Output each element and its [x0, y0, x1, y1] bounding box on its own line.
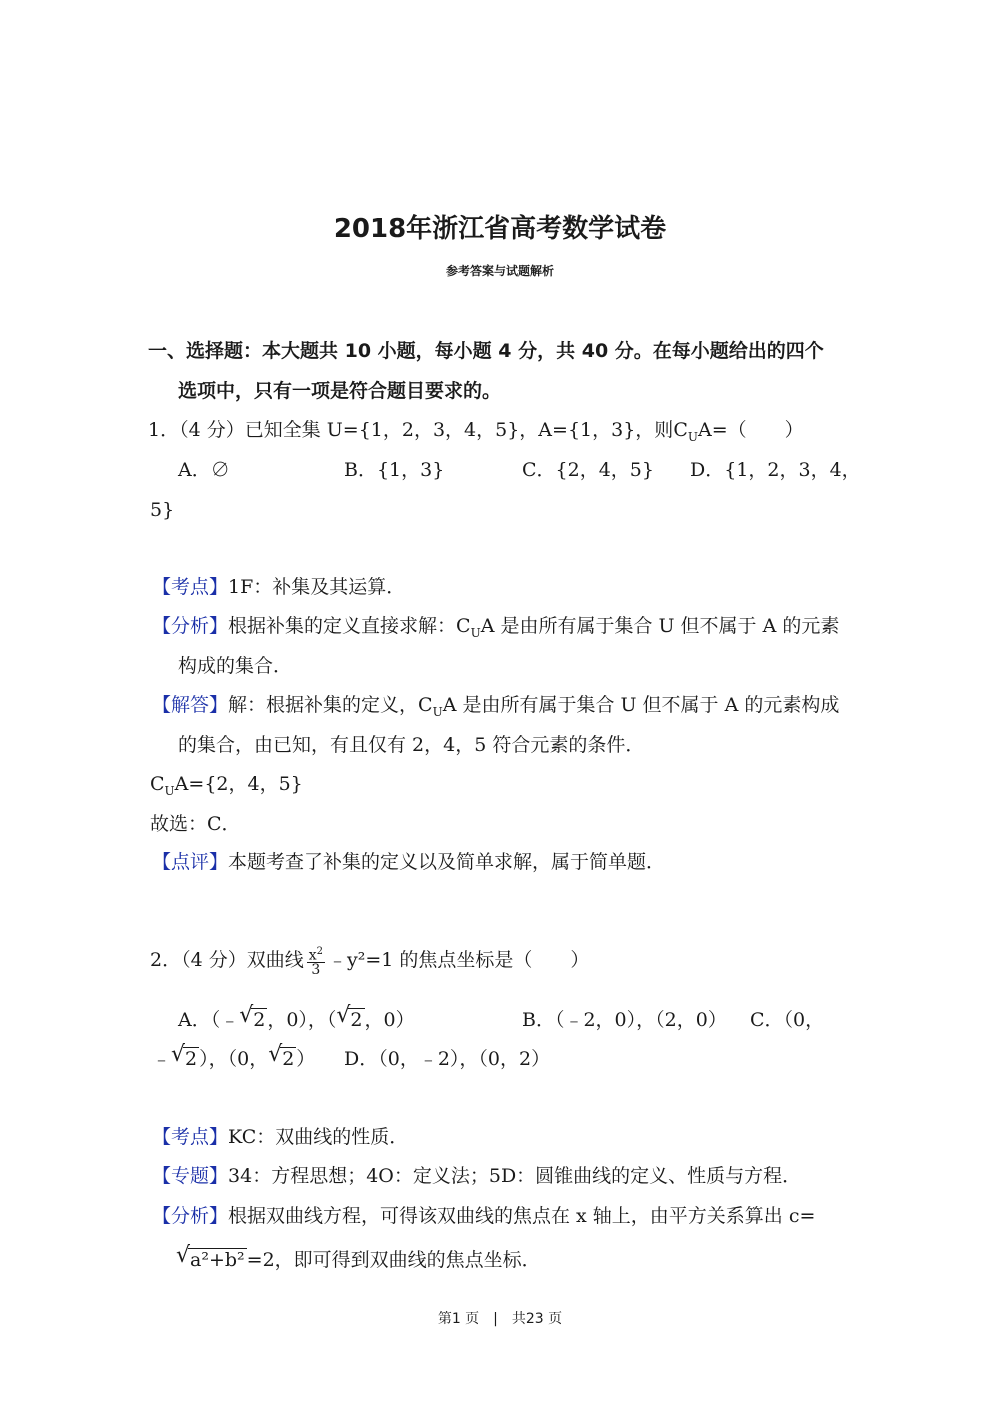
jieda-tail: A 是由所有属于集合 U 但不属于 A 的元素构成 [442, 694, 840, 716]
q1-jieda-cont: 的集合，由已知，有且仅有 2，4，5 符合元素的条件． [178, 734, 645, 756]
fenxi-tag: 【分析】 [152, 615, 229, 637]
q2-opt-c-minus: ﹣ [152, 1048, 172, 1070]
sqrt-expression: a²+b² [190, 1249, 245, 1271]
jieda-tag: 【解答】 [152, 694, 229, 716]
result-c: C [150, 773, 165, 795]
sqrt-symbol: √ 2 [268, 1042, 295, 1070]
sqrt-value: 2 [185, 1048, 198, 1070]
jieda-c: C [418, 694, 433, 716]
sqrt-value: 2 [253, 1009, 266, 1031]
q2-fenxi [152, 1202, 815, 1230]
zhuanti-tag: 【专题】 [152, 1165, 229, 1187]
q2-option-c: C．（0， [750, 1009, 825, 1031]
q1-option-a: A．∅ [178, 459, 230, 481]
q2-zhuanti [152, 1162, 801, 1190]
kaodian-text: 1F：补集及其运算． [228, 576, 406, 598]
fenxi-text: 根据双曲线方程，可得该双曲线的焦点在 x 轴上，由平方关系算出 c= [228, 1205, 816, 1227]
section-heading: 一、选择题：本大题共 10 小题，每小题 4 分，共 40 分。在每小题给出的四个 [148, 340, 824, 362]
q1-dianping [152, 848, 665, 876]
frac-den: 3 [311, 962, 321, 979]
q2-opt-a-2: ，0），（ [267, 1009, 337, 1031]
q2-kaodian [152, 1123, 408, 1151]
q1-stem-text: 1．（4 分）已知全集 U={1，2，3，4，5}，A={1，3}，则 [148, 419, 674, 441]
page-footer: 第1 页 | 共23 页 [437, 1311, 563, 1327]
frac-num: x [308, 947, 317, 964]
fenxi-c: C [456, 615, 471, 637]
q2-option-b: B．（﹣2，0），（2，0） [522, 1009, 727, 1031]
q2-opt-c-mid: ），（0， [199, 1048, 269, 1070]
sqrt-symbol: √ a²+b² [176, 1243, 245, 1271]
fenxi-tail: A 是由所有属于集合 U 但不属于 A 的元素 [480, 615, 840, 637]
result-u: U [164, 783, 175, 798]
dianping-tag: 【点评】 [152, 851, 229, 873]
q1-stem [148, 416, 804, 451]
q1-stem-u: U [687, 429, 698, 444]
zhuanti-text: 34：方程思想；4O：定义法；5D：圆锥曲线的定义、性质与方程． [228, 1165, 802, 1187]
page-subtitle: 参考答案与试题解析 [445, 264, 554, 278]
q2-fenxi-cont [176, 1243, 541, 1274]
sqrt-symbol: √ 2 [171, 1042, 198, 1070]
sqrt-symbol: √ 2 [239, 1003, 266, 1031]
jieda-u: U [432, 704, 443, 719]
fenxi-tag: 【分析】 [152, 1205, 229, 1227]
dianping-text: 本题考查了补集的定义以及简单求解，属于简单题． [228, 851, 666, 873]
sqrt-value: 2 [282, 1048, 295, 1070]
result-text: A={2，4，5} [174, 773, 303, 795]
q1-kaodian [152, 573, 405, 601]
q1-choose: 故选：C． [150, 813, 241, 835]
q2-fraction [307, 945, 325, 978]
q2-option-c-cont [152, 1042, 316, 1073]
fenxi-tail: =2，即可得到双曲线的焦点坐标． [246, 1249, 541, 1271]
page-title: 2018年浙江省高考数学试卷 [333, 214, 667, 244]
jieda-text: 解：根据补集的定义， [228, 694, 419, 716]
sqrt-value: 2 [350, 1009, 363, 1031]
q2-stem-text: 2．（4 分）双曲线 [150, 949, 304, 971]
kaodian-text: KC：双曲线的性质． [228, 1126, 409, 1148]
fenxi-u: U [470, 625, 481, 640]
q2-stem-tail: ﹣y²=1 的焦点坐标是（ ） [328, 949, 590, 971]
fenxi-text: 根据补集的定义直接求解： [228, 615, 457, 637]
q1-option-c: C．{2，4，5} [522, 459, 654, 481]
q2-option-d: D．（0，﹣2），（0，2） [344, 1048, 551, 1070]
q1-fenxi [152, 612, 839, 647]
frac-exp: 2 [316, 945, 323, 957]
q1-stem-c: C [673, 419, 688, 441]
kaodian-tag: 【考点】 [152, 576, 229, 598]
section-heading-cont: 选项中，只有一项是符合题目要求的。 [178, 380, 502, 402]
q1-result [150, 770, 303, 805]
kaodian-tag: 【考点】 [152, 1126, 229, 1148]
q2-stem [150, 944, 589, 977]
q1-stem-tail: A=（ ） [697, 419, 804, 441]
q2-opt-c-end: ） [296, 1048, 316, 1070]
q1-option-d: D．{1，2，3，4， [690, 459, 861, 481]
q1-jieda [152, 691, 839, 726]
q1-option-d-cont: 5} [150, 499, 175, 521]
q1-option-b: B．{1，3} [344, 459, 445, 481]
q2-option-a [178, 1003, 415, 1034]
sqrt-symbol: √ 2 [336, 1003, 363, 1031]
q2-opt-a-3: ，0） [364, 1009, 415, 1031]
q1-fenxi-cont: 构成的集合． [178, 655, 293, 677]
q2-opt-a-1: A．（﹣ [178, 1009, 240, 1031]
